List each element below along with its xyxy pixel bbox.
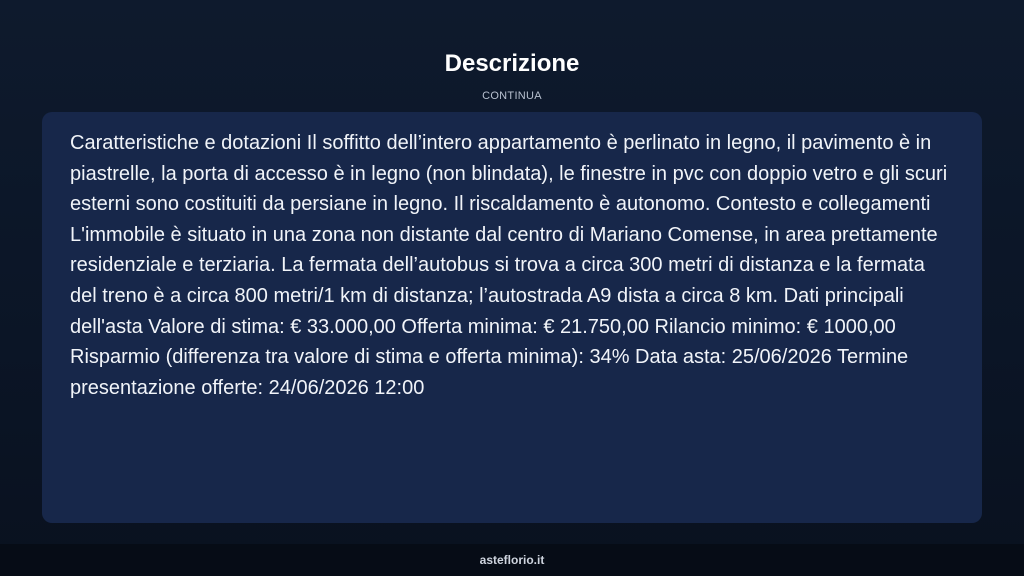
- continue-label: CONTINUA: [482, 90, 542, 102]
- site-name: asteflorio.it: [479, 553, 545, 567]
- page-title: Descrizione: [444, 50, 580, 77]
- description-card: [42, 112, 982, 523]
- footer-bar: [0, 544, 1024, 576]
- description-text: Caratteristiche e dotazioni Il soffitto dell’intero appartamento è perlinato in legno, il pavimento è in piastrelle, la porta di accesso è in legno (non blindata), le finestre in pvc con doppio vetro e gli scuri esterni sono costituiti da persiane in legno. Il riscaldamento è autonomo. Contesto e collegamenti L'immobile è situato in una zona non distante dal centro di Mariano Comense, in area prettamente residenziale e terziaria. La fermata dell’autobus si trova a circa 300 metri di distanza e la fermata del treno è a circa 800 metri/1 km di distanza; l’autostrada A9 dista a circa 8 km. Dati principali dell'asta Valore di stima: € 33.000,00 Offerta minima: € 21.750,00 Rilancio minimo: € 1000,00 Risparmio (differenza tra valore di stima e offerta minima): 34% Data asta: 25/06/2026 Termine presentazione offerte: 24/06/2026 12:00: [70, 132, 948, 399]
